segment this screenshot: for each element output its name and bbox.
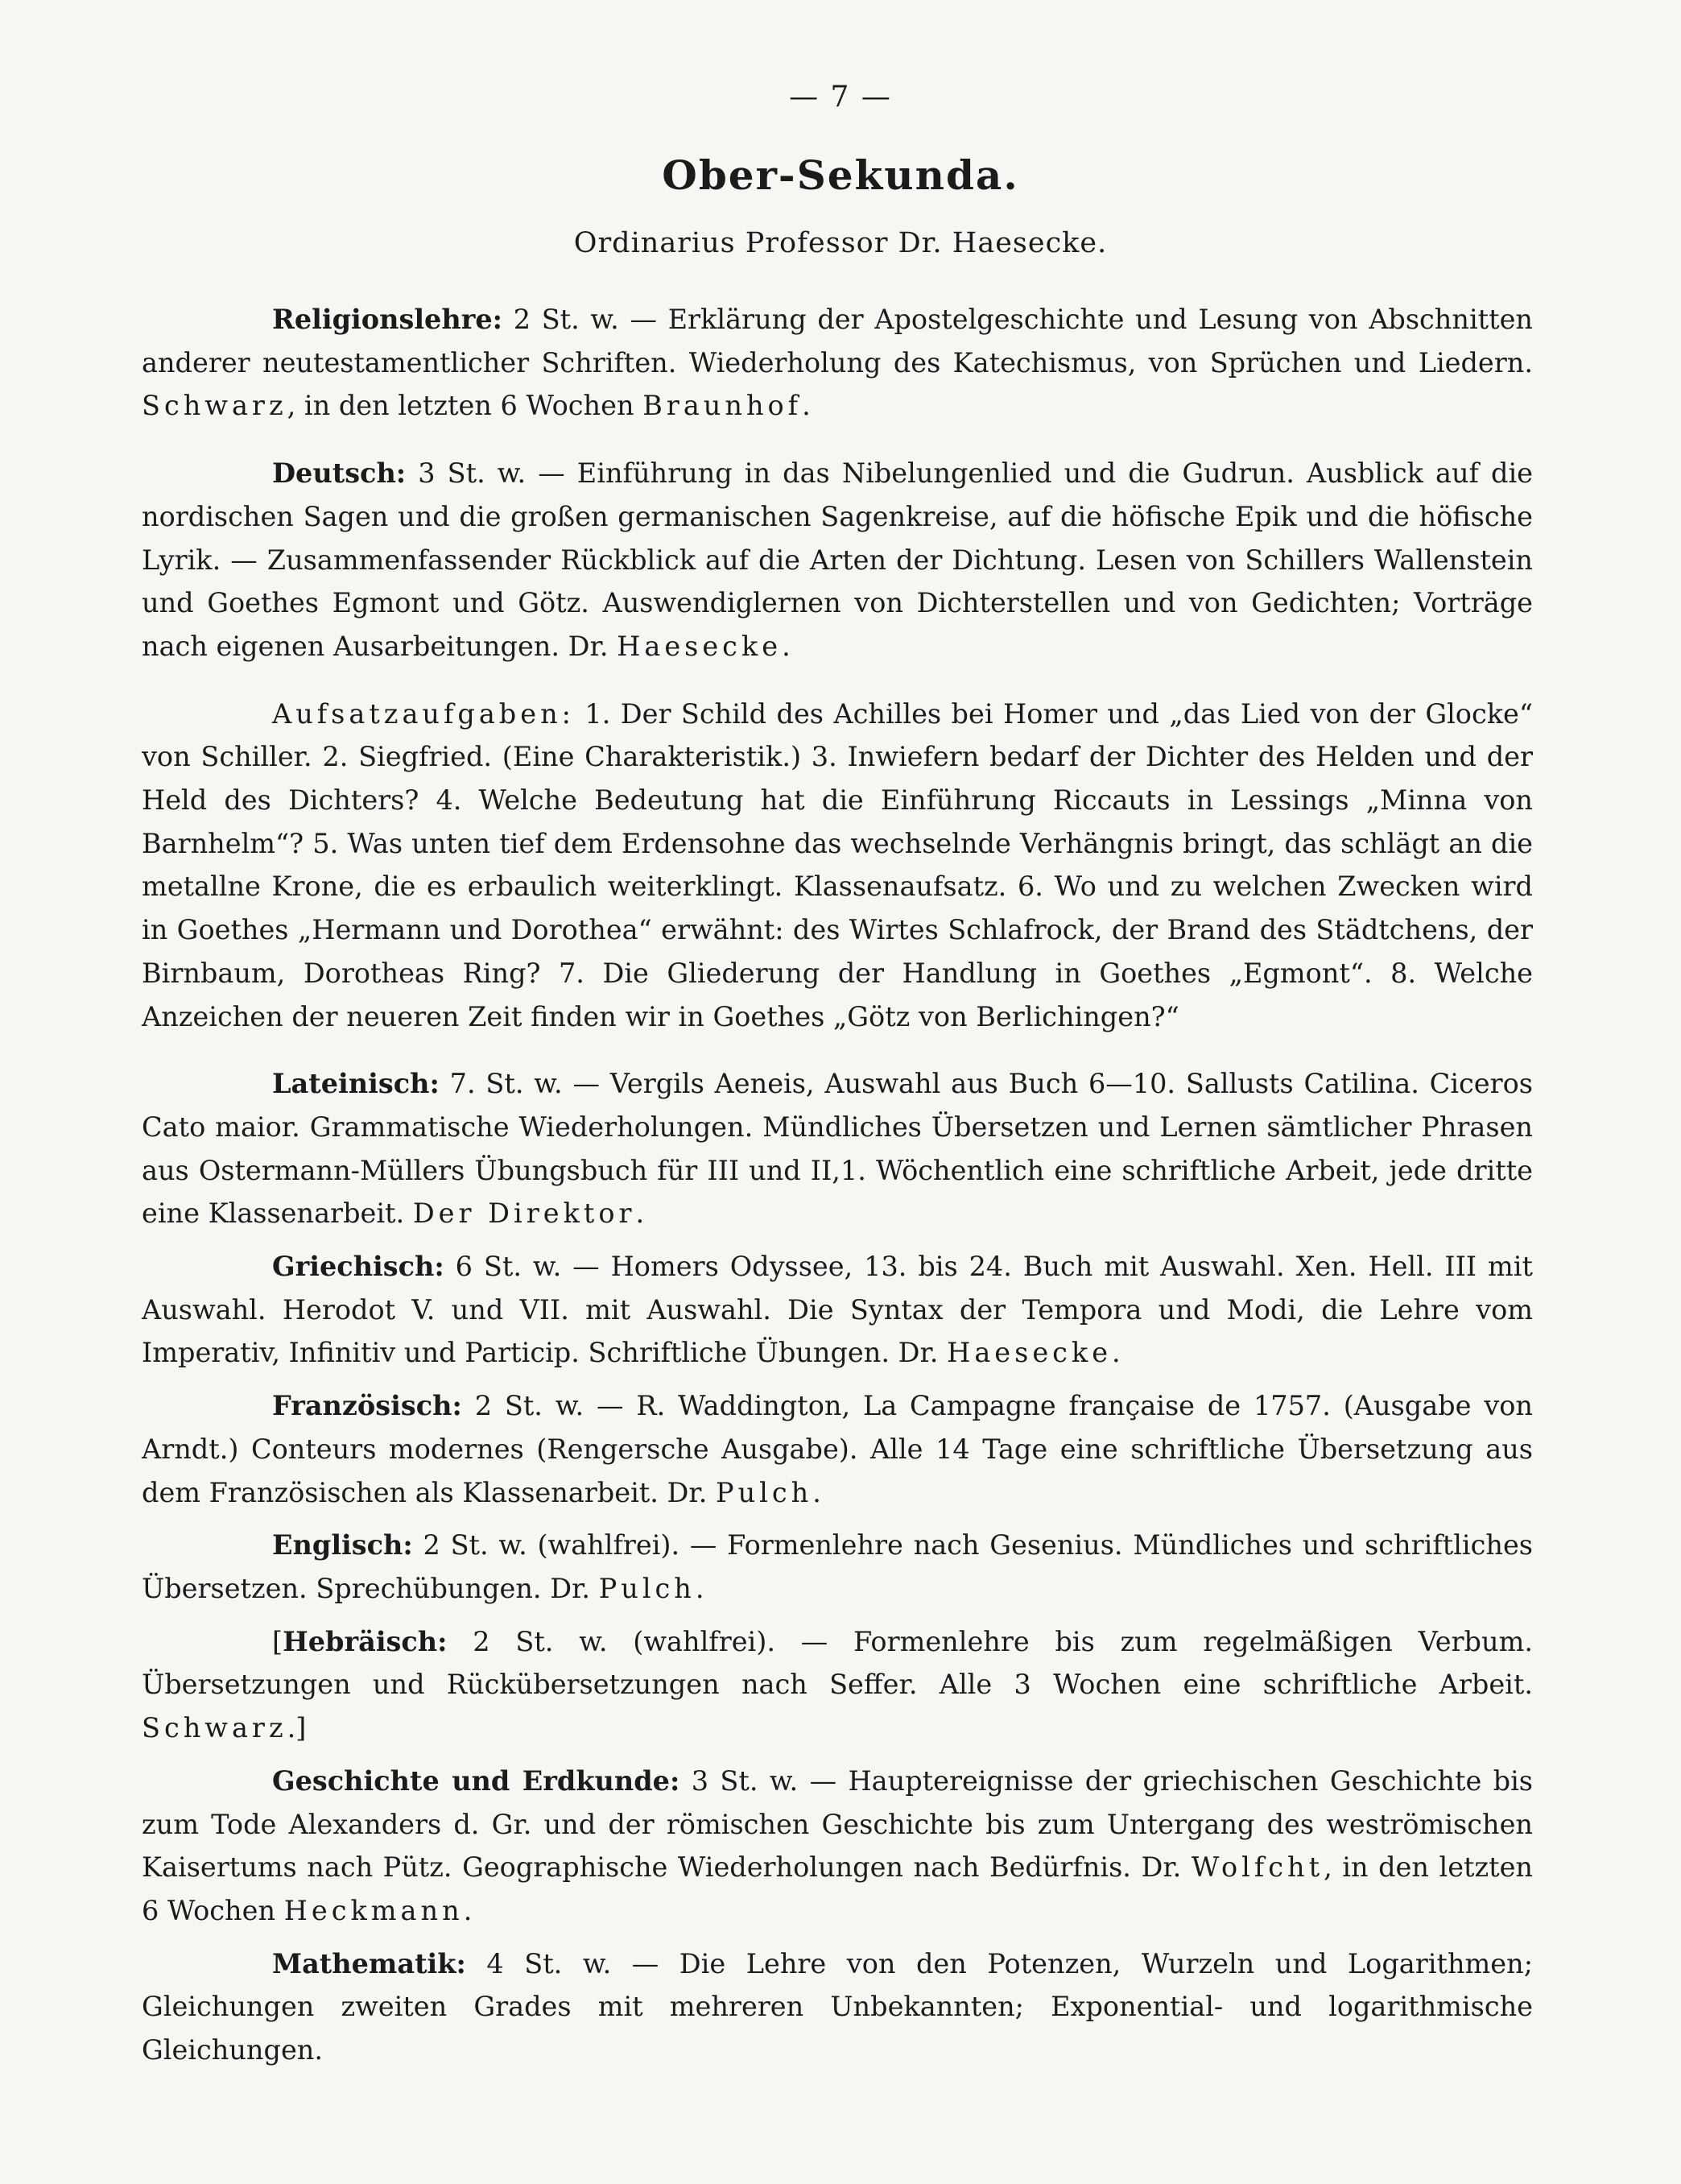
section-text: 2 St. w. (wahlfrei). — Formenlehre nach Gesenius. Mündliches und schriftliches Übersetzen. Sprechübungen. Dr.: [142, 1529, 1533, 1604]
section-heading: Religionslehre:: [272, 304, 503, 335]
section-franzoesisch: [142, 1384, 1533, 1514]
section-heading: Französisch:: [272, 1390, 462, 1422]
page-title: Ober-Sekunda.: [662, 151, 1019, 199]
teacher-name: Pulch: [598, 1572, 696, 1604]
section-text: 3 St. w. — Hauptereignisse der griechischen Geschichte bis zum Tode Alexanders d. Gr. und der römischen Geschichte bis zum Untergang des weströmischen Kaisertums nach Pütz. Geographische Wiederholungen nach Bedürfnis. Dr.: [142, 1764, 1533, 1884]
section-text: 2 St. w. — R. Waddington, La Campagne française de 1757. (Ausgabe von Arndt.) Conteurs modernes (Rengersche Ausgabe). Alle 14 Tage eine schriftliche Übersetzung aus dem Französischen als Klassenarbeit. Dr.: [142, 1390, 1533, 1508]
section-text: 4 St. w. — Die Lehre von den Potenzen, Wurzeln und Logarithmen; Gleichungen zweiten Grades mit mehreren Unbekannten; Exponential- und logarithmische Gleichungen.: [142, 1947, 1533, 2066]
section-text-tail: , in den letzten 6 Wochen: [142, 1851, 1533, 1926]
section-heading: Englisch:: [272, 1529, 413, 1561]
section-geschichte: [142, 1760, 1533, 1933]
section-text-tail: .: [812, 1476, 821, 1508]
teacher-name: Heckmann: [283, 1894, 464, 1926]
bracket-open: [: [272, 1625, 283, 1657]
section-text: 2 St. w. — Erklärung der Apostelgeschichte und Lesung von Abschnitten anderer neutestamentlicher Schriften. Wiederholung des Katechismus, von Sprüchen und Liedern.: [142, 304, 1533, 378]
section-deutsch: [142, 452, 1533, 668]
teacher-name: Schwarz: [142, 390, 287, 422]
section-text-tail: .]: [287, 1712, 307, 1744]
teacher-name: Der Direktor: [412, 1197, 636, 1230]
section-heading: Griechisch:: [272, 1251, 444, 1283]
section-aufsatz: [142, 693, 1533, 1039]
section-text: 1. Der Schild des Achilles bei Homer und „das Lied von der Glocke“ von Schiller. 2. Siegfried. (Eine Charakteristik.) 3. Inwiefern bedarf der Dichter des Helden und der Held des Dichters? 4. Welche Bedeutung hat die Einführung Riccauts in Lessings „Minna von Barnhelm“? 5. Was unten tief dem Erdensohne das wechselnde Verhängnis bringt, das schlägt an die metallne Krone, die es erbaulich weiterklingt. Klassenaufsatz. 6. Wo und zu welchen Zwecken wird in Goethes „Hermann und Dorothea“ erwähnt: des Wirtes Schlafrock, der Brand des Städtchens, der Birnbaum, Dorotheas Ring? 7. Die Gliederung der Handlung in Goethes „Egmont“. 8. Welche Anzeichen der neueren Zeit finden wir in Goethes „Götz von Berlichingen?“: [142, 697, 1533, 1032]
section-text-tail: .: [1112, 1337, 1121, 1369]
section-heading: Hebräisch:: [283, 1625, 448, 1657]
form-teacher-line: Ordinarius Professor Dr. Haesecke.: [573, 227, 1108, 259]
section-text: 2 St. w. (wahlfrei). — Formenlehre bis zum regelmäßigen Verbum. Übersetzungen und Rückübersetzungen nach Seffer. Alle 3 Wochen eine schriftliche Arbeit.: [142, 1625, 1533, 1701]
section-heading: Mathematik:: [272, 1947, 466, 1979]
teacher-name: Braunhof: [642, 390, 803, 422]
section-mathematik: [142, 1942, 1533, 2072]
teacher-name: Haesecke: [617, 630, 783, 662]
teacher-name: Pulch: [716, 1476, 813, 1508]
section-text-tail: .: [782, 630, 791, 662]
section-heading: Deutsch:: [272, 457, 407, 490]
page-number: — 7 —: [789, 81, 892, 114]
section-text-tail: , in den letzten 6 Wochen: [287, 390, 643, 422]
teacher-name: Wolfcht: [1191, 1851, 1324, 1884]
section-religion: [142, 298, 1533, 428]
syllabus-body: [142, 274, 1533, 2072]
teacher-name: Haesecke: [947, 1337, 1113, 1369]
section-latein: [142, 1062, 1533, 1235]
section-text-tail: .: [463, 1894, 473, 1926]
section-griechisch: [142, 1245, 1533, 1375]
section-text: 6 St. w. — Homers Odyssee, 13. bis 24. Buch mit Auswahl. Xen. Hell. III mit Auswahl. Herodot V. und VII. mit Auswahl. Die Syntax der Tempora und Modi, die Lehre vom Imperativ, Infinitiv und Particip. Schriftliche Übungen. Dr.: [142, 1251, 1533, 1369]
section-englisch: [142, 1524, 1533, 1610]
teacher-name: Schwarz: [142, 1712, 287, 1744]
section-heading: Lateinisch:: [272, 1068, 440, 1100]
section-text-tail: .: [802, 390, 811, 422]
section-text: 3 St. w. — Einführung in das Nibelungenlied und die Gudrun. Ausblick auf die nordischen Sagen und die großen germanischen Sagenkreise, auf die höfische Epik und die höfische Lyrik. — Zusammenfassender Rückblick auf die Arten der Dichtung. Lesen von Schillers Wallenstein und Goethes Egmont und Götz. Auswendiglernen von Dichterstellen und von Gedichten; Vorträge nach eigenen Ausarbeitungen. Dr.: [142, 457, 1533, 662]
section-text-tail: .: [635, 1197, 645, 1230]
section-text: 7. St. w. — Vergils Aeneis, Auswahl aus Buch 6—10. Sallusts Catilina. Ciceros Cato maior. Grammatische Wiederholungen. Mündliches Übersetzen und Lernen sämtlicher Phrasen aus Ostermann-Müllers Übungsbuch für III und II,1. Wöchentlich eine schriftliche Arbeit, jede dritte eine Klassenarbeit.: [142, 1068, 1533, 1230]
section-heading: Aufsatzaufgaben:: [272, 697, 575, 730]
section-heading: Geschichte und Erdkunde:: [272, 1764, 680, 1797]
section-hebraeisch: [142, 1620, 1533, 1750]
section-text-tail: .: [695, 1572, 704, 1604]
